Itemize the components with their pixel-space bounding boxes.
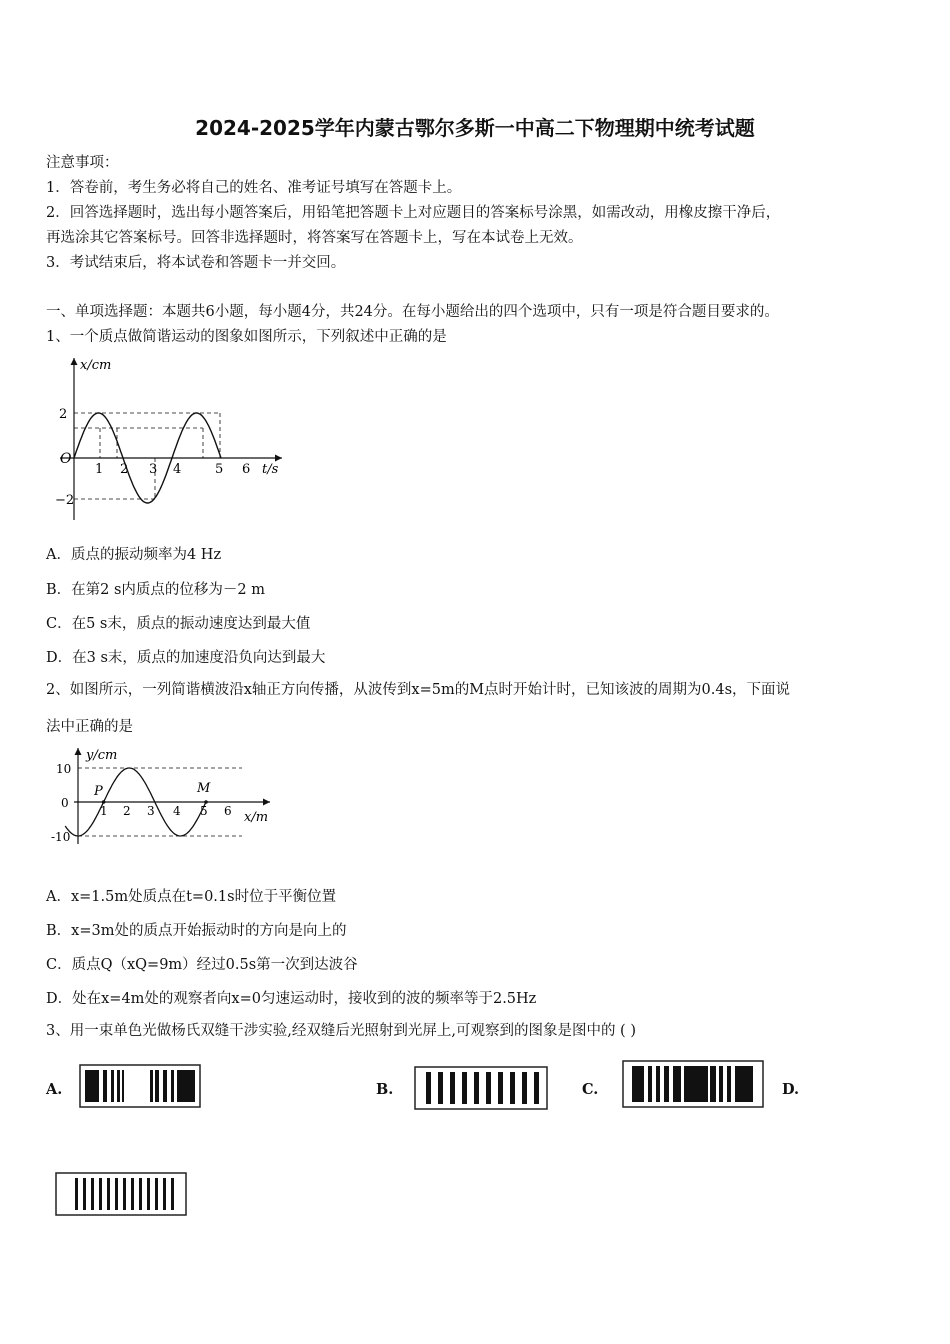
barsD-stripe-8 (139, 1178, 142, 1210)
barsB-stripe-4 (474, 1072, 479, 1104)
q2-option-c: C．质点Q（xQ=9m）经过0.5s第一次到达波谷 (46, 957, 358, 973)
q1-xtick-1: 1 (95, 462, 104, 477)
q1-origin: O (60, 451, 72, 467)
barsC-stripe-2 (656, 1066, 660, 1102)
q3-pattern-c (622, 1060, 764, 1108)
q1-xtick-6: 6 (242, 462, 251, 477)
barsA-stripe-4 (122, 1070, 124, 1102)
barsD-stripe-1 (83, 1178, 86, 1210)
q3-pattern-b (414, 1066, 548, 1110)
barsB-stripe-8 (522, 1072, 527, 1104)
barsD-stripe-7 (131, 1178, 134, 1210)
barsA-stripe-9 (177, 1070, 195, 1102)
q2-ytick-neg10: -10 (51, 830, 71, 844)
barsC-stripe-6 (710, 1066, 716, 1102)
barsB-stripe-1 (438, 1072, 443, 1104)
q2-y-label: y/cm (86, 748, 118, 763)
barsA-stripe-6 (155, 1070, 159, 1102)
q2-point-p: P (94, 784, 103, 799)
barsD-stripe-12 (171, 1178, 174, 1210)
barsC-stripe-7 (719, 1066, 723, 1102)
barsB-stripe-3 (462, 1072, 467, 1104)
barsA-stripe-2 (111, 1070, 114, 1102)
q2-xtick-1: 1 (100, 804, 108, 818)
barsD-stripe-10 (155, 1178, 158, 1210)
barsC-stripe-5 (684, 1066, 708, 1102)
q1-ytick-neg2: −2 (55, 493, 75, 508)
q2-point-m: M (197, 781, 211, 796)
q3-pattern-d (55, 1172, 187, 1216)
q1-dashed-guides (74, 413, 220, 499)
q1-y-label: x/cm (80, 358, 112, 373)
barsA-stripe-8 (171, 1070, 174, 1102)
q2-xtick-2: 2 (123, 804, 131, 818)
barsD-stripe-4 (107, 1178, 110, 1210)
q1-option-a: A．质点的振动频率为4 Hz (46, 547, 222, 563)
barsB-stripe-6 (498, 1072, 503, 1104)
notice-item-2: 2．回答选择题时，选出每小题答案后，用铅笔把答题卡上对应题目的答案标号涂黑，如需改动，用橡皮擦干净后， (46, 205, 781, 221)
q1-xtick-4: 4 (173, 462, 182, 477)
q3-label-c: C. (582, 1081, 599, 1098)
section-heading: 一、单项选择题：本题共6小题，每小题4分，共24分。在每小题给出的四个选项中，只有一项是符合题目要求的。 (46, 304, 779, 320)
q2-xtick-4: 4 (173, 804, 181, 818)
q2-wave-graph (44, 744, 280, 852)
barsA-stripe-1 (103, 1070, 107, 1102)
barsB-stripe-2 (450, 1072, 455, 1104)
exam-title: 2024-2025学年内蒙古鄂尔多斯一中高二下物理期中统考试题 (195, 116, 755, 140)
q1-shm-graph (50, 352, 290, 524)
q2-xtick-6: 6 (224, 804, 232, 818)
q2-dot-p (102, 800, 106, 804)
barsB-stripe-9 (534, 1072, 539, 1104)
barsA-stripe-0 (85, 1070, 99, 1102)
q3-label-b: B. (376, 1081, 394, 1098)
q2-xtick-3: 3 (147, 804, 155, 818)
barsD-stripe-9 (147, 1178, 150, 1210)
q2-dot-m (204, 800, 208, 804)
notice-item-3: 3．考试结束后，将本试卷和答题卡一并交回。 (46, 255, 346, 271)
q1-x-label: t/s (262, 462, 279, 477)
q3-label-a: A. (46, 1081, 63, 1098)
q2-stem-line1: 2、如图所示，一列简谐横波沿x轴正方向传播，从波传到x=5m的M点时开始计时，已知该波的周期为0.4s，下面说 (46, 682, 791, 698)
q1-xtick-3: 3 (149, 462, 158, 477)
q1-xtick-2: 2 (120, 462, 129, 477)
barsC-stripe-4 (673, 1066, 681, 1102)
q3-stem: 3、用一束单色光做杨氏双缝干涉实验,经双缝后光照射到光屏上,可观察到的图象是图中的 ( ) (46, 1023, 636, 1039)
q2-stem-line2: 法中正确的是 (46, 719, 133, 735)
q1-xtick-5: 5 (215, 462, 224, 477)
q2-option-a: A．x=1.5m处质点在t=0.1s时位于平衡位置 (46, 889, 337, 905)
barsD-stripe-2 (91, 1178, 94, 1210)
barsD-stripe-6 (123, 1178, 126, 1210)
barsD-stripe-3 (99, 1178, 102, 1210)
barsD-stripe-5 (115, 1178, 118, 1210)
barsA-stripe-3 (117, 1070, 120, 1102)
q1-stem: 1、一个质点做简谐运动的图象如图所示，下列叙述中正确的是 (46, 329, 447, 345)
barsD-stripe-11 (163, 1178, 166, 1210)
barsC-stripe-1 (648, 1066, 652, 1102)
notice-heading: 注意事项： (46, 155, 119, 171)
q2-ytick-10: 10 (56, 762, 72, 776)
q2-option-b: B．x=3m处的质点开始振动时的方向是向上的 (46, 923, 347, 939)
notice-item-1: 1．答卷前，考生务必将自己的姓名、准考证号填写在答题卡上。 (46, 180, 462, 196)
q1-option-b: B．在第2 s内质点的位移为－2 m (46, 582, 266, 598)
barsC-stripe-9 (735, 1066, 753, 1102)
q3-label-d: D. (782, 1081, 800, 1098)
q1-option-d: D．在3 s末，质点的加速度沿负向达到最大 (46, 650, 326, 666)
q2-x-label: x/m (244, 810, 269, 825)
barsC-stripe-0 (632, 1066, 644, 1102)
barsD-stripe-0 (75, 1178, 78, 1210)
q1-ytick-2: 2 (59, 407, 68, 422)
barsC-stripe-3 (664, 1066, 669, 1102)
q3-pattern-a (79, 1064, 201, 1108)
barsB-stripe-0 (426, 1072, 431, 1104)
q1-option-c: C．在5 s末，质点的振动速度达到最大值 (46, 616, 311, 632)
barsA-stripe-7 (163, 1070, 167, 1102)
barsB-stripe-5 (486, 1072, 491, 1104)
barsC-stripe-8 (727, 1066, 731, 1102)
notice-item-2-cont: 再选涂其它答案标号。回答非选择题时，将答案写在答题卡上，写在本试卷上无效。 (46, 230, 583, 246)
q2-origin: 0 (61, 796, 69, 810)
q2-option-d: D．处在x=4m处的观察者向x=0匀速运动时，接收到的波的频率等于2.5Hz (46, 991, 537, 1007)
q2-xtick-5: 5 (200, 804, 208, 818)
barsA-stripe-5 (150, 1070, 153, 1102)
barsB-stripe-7 (510, 1072, 515, 1104)
